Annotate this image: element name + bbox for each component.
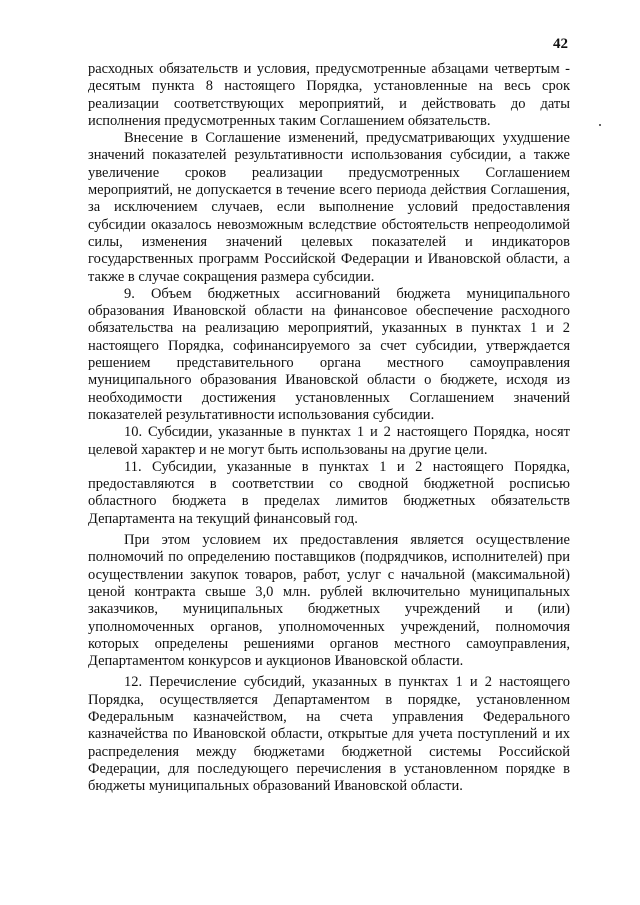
paragraph-item-10: 10. Субсидии, указанные в пунктах 1 и 2 настоящего Порядка, носят целевой характер и не могут быть использованы на другие цели. [88,424,570,458]
paragraph-continuation: расходных обязательств и условия, предусмотренные абзацами четвертым - десятым пункта 8 настоящего Порядка, установленные на весь срок реализации соответствующих мероприятий, и действовать до даты исполнения предусмотренных таким Соглашением обязательств. [88,61,570,129]
paragraph-item-9: 9. Объем бюджетных ассигнований бюджета муниципального образования Ивановской области на финансовое обеспечение расходного обязательства на реализацию мероприятий, указанных в пунктах 1 и 2 настоящего Порядка, софинансируемого за счет субсидии, утверждается решением представительного органа местного самоуправления муниципального образования Ивановской области о бюджете, исходя из необходимости достижения установленных Соглашением значений показателей результативности использования субсидии. [88,285,570,423]
paragraph-agreement-changes: Внесение в Соглашение изменений, предусматривающих ухудшение значений показателей результативности использования субсидии, а также увеличение сроков реализации предусмотренных Соглашением мероприятий, не допускается в течение всего периода действия Соглашения, за исключением случаев, если выполнение условий предоставления субсидии оказалось невозможным вследствие обстоятельств непреодолимой силы, изменения значений целевых показателей и индикаторов государственных программ Российской Федерации и Ивановской области, а также в случае сокращения размера субсидии. [88,130,570,285]
paragraph-item-11: 11. Субсидии, указанные в пунктах 1 и 2 настоящего Порядка, предоставляются в соответствии со сводной бюджетной росписью областного бюджета в пределах лимитов бюджетных обязательств Департамента на текущий финансовый год. [88,458,570,527]
scan-speck [599,124,601,126]
page-number: 42 [553,36,568,52]
paragraph-item-12: 12. Перечисление субсидий, указанных в пунктах 1 и 2 настоящего Порядка, осуществляется Департаментом в порядке, установленном Федеральным казначейством, на счета управления Федерального казначейства по Ивановской области, открытые для учета поступлений и их распределения между бюджетами бюджетной системы Российской Федерации, для последующего перечисления в установленном порядке в бюджеты муниципальных образований Ивановской области. [88,674,570,795]
document-body [88,61,570,795]
paragraph-item-11-condition: При этом условием их предоставления является осуществление полномочий по определению поставщиков (подрядчиков, исполнителей) при осуществлении закупок товаров, работ, услуг с начальной (максимальной) ценой контракта свыше 3,0 млн. рублей включительно муниципальных заказчиков, муниципальных бюджетных учреждений и (или) уполномоченных органов, уполномоченных учреждений, полномочия которых определены решениями органов местного самоуправления, Департаментом конкурсов и аукционов Ивановской области. [88,532,570,670]
